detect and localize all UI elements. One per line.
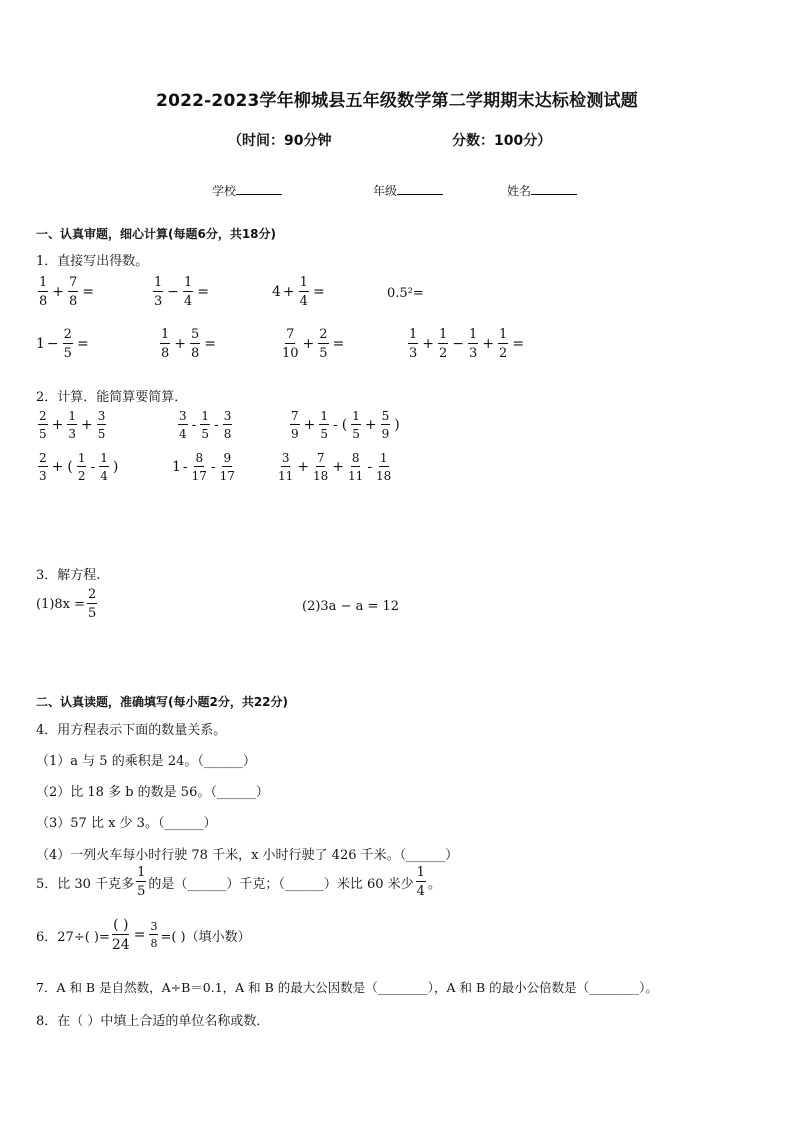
fraction: $\frac{7}{18}$	[313, 451, 329, 483]
q4-item[interactable]: （4）一列火车每小时行驶 78 千米，x 小时行驶了 426 千米。（______）	[36, 848, 459, 863]
fraction: $\frac{7}{8}$	[69, 275, 78, 309]
q4-item[interactable]: （2）比 18 多 b 的数是 56。（______）	[36, 785, 269, 800]
school-blank[interactable]	[236, 182, 282, 195]
fraction: $\frac{1}{4}$	[184, 275, 193, 309]
grade-label: 年级	[373, 184, 398, 198]
grade-blank[interactable]	[397, 182, 443, 195]
q6-line[interactable]: 6．27÷( )= $\frac{( )}{24}$ = $\frac{3}{8}$ =( )（填小数）	[36, 917, 251, 953]
fraction: $\frac{3}{8}$	[150, 920, 158, 950]
q1-expr-2: $\frac{1}{3}$ − $\frac{1}{4}$ =	[154, 275, 210, 309]
q1-expr-1: $\frac{1}{8}$ + $\frac{7}{8}$ =	[39, 275, 95, 309]
fraction: $\frac{1}{18}$	[376, 451, 392, 483]
q2-expr-4: $\frac{2}{3}$ + ( $\frac{1}{2}$ - $\frac{1}{4}$ )	[39, 451, 119, 483]
q2-expr-2: $\frac{3}{4}$ - $\frac{1}{5}$ - $\frac{3}{8}$	[179, 409, 232, 441]
school-field[interactable]	[212, 182, 282, 199]
fraction: $\frac{2}{5}$	[319, 327, 328, 361]
name-label: 姓名	[507, 184, 532, 198]
fraction: $\frac{1}{3}$	[469, 327, 478, 361]
fraction: $\frac{2}{5}$	[39, 409, 47, 441]
fraction: $\frac{5}{8}$	[191, 327, 200, 361]
q2-expr-1: $\frac{2}{5}$ + $\frac{1}{3}$ + $\frac{3}{5}$	[39, 409, 106, 441]
fraction: $\frac{1}{5}$	[320, 409, 329, 441]
fraction: $\frac{1}{5}$	[137, 865, 146, 899]
fraction: $\frac{1}{5}$	[352, 409, 360, 441]
name-blank[interactable]	[531, 182, 577, 195]
q3-equation-1: (1)8x = $\frac{2}{5}$	[36, 587, 97, 621]
fraction: $\frac{1}{3}$	[409, 327, 418, 361]
school-label: 学校	[212, 184, 237, 198]
time-label: （时间：90分钟	[228, 133, 332, 149]
q4-prompt: 4．用方程表示下面的数量关系。	[36, 723, 227, 738]
score-label: 分数：100分）	[452, 133, 552, 149]
q1-expr-8: $\frac{1}{3}$ + $\frac{1}{2}$ − $\frac{1}{3}$ + $\frac{1}{2}$ =	[409, 327, 525, 361]
fraction: $\frac{2}{5}$	[63, 327, 72, 361]
fraction: $\frac{1}{2}$	[439, 327, 448, 361]
q4-item[interactable]: （1）a 与 5 的乘积是 24。（______）	[36, 754, 256, 769]
fraction: $\frac{1}{4}$	[299, 275, 308, 309]
fraction: $\frac{1}{4}$	[100, 451, 108, 483]
q8-line: 8．在（ ）中填上合适的单位名称或数．	[36, 1014, 270, 1029]
fraction: $\frac{1}{2}$	[499, 327, 508, 361]
fraction: $\frac{1}{5}$	[201, 409, 210, 441]
fraction: $\frac{3}{8}$	[223, 409, 232, 441]
q2-expr-6: $\frac{3}{11}$ + $\frac{7}{18}$ + $\frac{8}{11}$ - $\frac{1}{18}$	[278, 451, 392, 483]
q3-equation-2: (2)3a − a = 12	[302, 599, 400, 614]
fraction: $\frac{2}{5}$	[88, 587, 97, 621]
q1-expr-3: 4 + $\frac{1}{4}$ =	[272, 275, 325, 309]
q1-expr-4: 0.5²=	[387, 286, 424, 301]
q2-prompt: 2．计算．能简算要简算．	[36, 390, 188, 405]
fraction: $\frac{3}{4}$	[179, 409, 187, 441]
q1-expr-7: $\frac{7}{10}$ + $\frac{2}{5}$ =	[282, 327, 345, 361]
q2-expr-3: $\frac{7}{9}$ + $\frac{1}{5}$ - ( $\frac{1}{5}$ + $\frac{5}{9}$ )	[291, 409, 400, 441]
name-field[interactable]	[507, 182, 577, 199]
fraction: $\frac{3}{5}$	[97, 409, 106, 441]
q7-line[interactable]: 7．A 和 B 是自然数，A÷B＝0.1，A 和 B 的最大公因数是（________），A 和 B 的最小公倍数是（________）。	[36, 980, 658, 995]
grade-field[interactable]	[373, 182, 443, 199]
page-title: 2022-2023学年柳城县五年级数学第二学期期末达标检测试题	[156, 91, 638, 111]
fraction: $\frac{1}{3}$	[154, 275, 163, 309]
q3-prompt: 3．解方程.	[36, 568, 101, 583]
section1-heading: 一、认真审题，细心计算(每题6分，共18分)	[36, 227, 277, 241]
fraction: $\frac{1}{4}$	[416, 865, 425, 899]
fraction: $\frac{1}{2}$	[77, 451, 86, 483]
fraction: $\frac{7}{10}$	[282, 327, 299, 361]
fraction: $\frac{1}{8}$	[39, 275, 48, 309]
fraction: $\frac{8}{17}$	[191, 451, 207, 483]
section2-heading: 二、认真读题，准确填写(每小题2分，共22分)	[36, 695, 289, 709]
fraction: $\frac{5}{9}$	[381, 409, 390, 441]
q5-line[interactable]: 5．比 30 千克多 $\frac{1}{5}$ 的是（______）千克；（______）米比 60 米少 $\frac{1}{4}$ 。	[36, 865, 441, 899]
fraction: $\frac{1}{8}$	[161, 327, 170, 361]
q1-expr-5: 1 − $\frac{2}{5}$ =	[36, 327, 89, 361]
q2-expr-5: 1 - $\frac{8}{17}$ - $\frac{9}{17}$	[172, 451, 235, 483]
fraction: $\frac{2}{3}$	[39, 451, 47, 483]
fraction: $\frac{9}{17}$	[219, 451, 235, 483]
fraction: $\frac{7}{9}$	[291, 409, 299, 441]
fraction: $\frac{1}{3}$	[68, 409, 77, 441]
q1-expr-6: $\frac{1}{8}$ + $\frac{5}{8}$ =	[161, 327, 217, 361]
fraction: $\frac{3}{11}$	[278, 451, 294, 483]
fraction: $\frac{( )}{24}$	[111, 917, 130, 953]
fraction: $\frac{8}{11}$	[348, 451, 364, 483]
q4-item[interactable]: （3）57 比 x 少 3。（______）	[36, 816, 217, 831]
q1-prompt: 1．直接写出得数。	[36, 254, 149, 269]
